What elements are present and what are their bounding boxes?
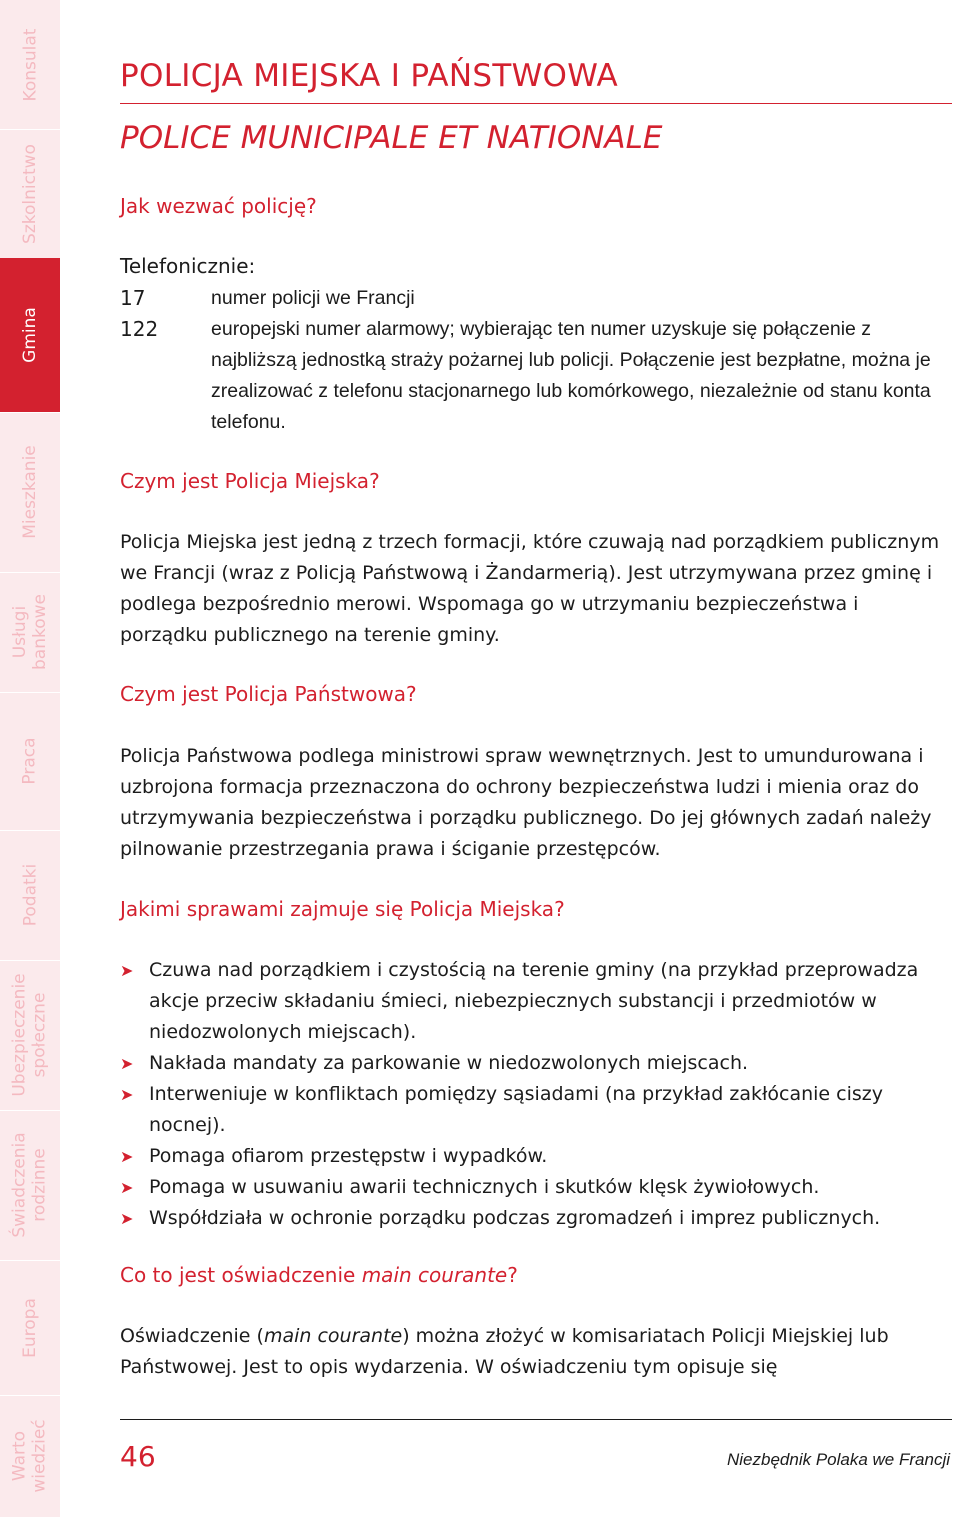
heading-main-courante: Co to jest oświadczenie main courante? (120, 1263, 518, 1287)
tab-konsulat[interactable] (0, 0, 60, 130)
heading-municipal-tasks: Jakimi sprawami zajmuje się Policja Miejska? (120, 897, 565, 921)
tab-label: Usługi bankowe (10, 594, 50, 670)
phone-number: 122 (120, 317, 159, 341)
tab-label: Mieszkanie (20, 445, 40, 539)
tab-label: Ubezpieczenie społeczne (10, 973, 50, 1097)
chevron-right-icon: ➤ (120, 961, 134, 980)
chevron-right-icon: ➤ (120, 1054, 134, 1073)
phone-description: europejski numer alarmowy; wybierając ten numer uzyskuje się połączenie z najbliższą jednostką straży pożarnej lub policji. Połączenie jest bezpłatne, można je zrealizować z telefonu stacjonarnego lub komórkowego, niezależnie od stanu konta telefonu. (211, 318, 931, 433)
tab-warto-wiedziec[interactable] (0, 1395, 60, 1517)
book-title: Niezbędnik Polaka we Francji (727, 1450, 950, 1469)
tab-label: Warto wiedzieć (10, 1419, 50, 1493)
section-tab-rail (0, 0, 60, 1517)
tasks-list (120, 955, 952, 1234)
paragraph-municipal-police: Policja Miejska jest jedną z trzech formacji, które czuwają nad porządkiem publicznym we Francji (wraz z Policją Państwową i Żandarmerią). Jest utrzymywana przez gminę i podlega bezpośrednio merowi. Wspomaga go w utrzymaniu bezpieczeństwa i porządku publicznego na terenie gminy. (120, 531, 940, 646)
chevron-right-icon: ➤ (120, 1147, 134, 1166)
tab-label: Europa (20, 1297, 40, 1358)
heading-municipal-police: Czym jest Policja Miejska? (120, 469, 380, 493)
phone-row (120, 314, 952, 438)
page-subtitle-french: POLICE MUNICIPALE ET NATIONALE (120, 120, 663, 156)
tab-label: Gmina (20, 307, 40, 363)
list-item: ➤ Pomaga w usuwaniu awarii technicznych i skutków klęsk żywiołowych. (120, 1172, 952, 1203)
heading-national-police: Czym jest Policja Państwowa? (120, 682, 417, 706)
phone-number: 17 (120, 286, 146, 310)
heading-how-to-call: Jak wezwać policję? (120, 194, 317, 218)
tab-szkolnictwo[interactable] (0, 129, 60, 259)
title-divider (120, 103, 952, 104)
paragraph-main-courante: Oświadczenie (main courante) można złożyć w komisariatach Policji Miejskiej lub Państwowej. Jest to opis wydarzenia. W oświadczeniu tym opisuje się (120, 1325, 889, 1378)
page-title: POLICJA MIEJSKA I PAŃSTWOWA (120, 58, 618, 94)
tab-europa[interactable] (0, 1260, 60, 1396)
phone-row (120, 283, 952, 314)
tab-label: Świadczenia rodzinne (10, 1132, 50, 1238)
footer-divider (120, 1419, 952, 1420)
tab-podatki[interactable] (0, 830, 60, 961)
tab-gmina[interactable] (0, 258, 60, 413)
tab-label: Podatki (20, 863, 40, 927)
tab-label: Praca (20, 737, 40, 785)
chevron-right-icon: ➤ (120, 1209, 134, 1228)
tab-mieszkanie[interactable] (0, 412, 60, 573)
chevron-right-icon: ➤ (120, 1085, 134, 1104)
list-item: ➤ Czuwa nad porządkiem i czystością na terenie gminy (na przykład przeprowadza akcje przeciw składaniu śmieci, niebezpiecznych substancji i przedmiotów w niedozwolonych miejscach). (120, 955, 952, 1048)
page-number: 46 (120, 1440, 156, 1473)
chevron-right-icon: ➤ (120, 1178, 134, 1197)
list-item: ➤ Interweniuje w konfliktach pomiędzy sąsiadami (na przykład zakłócanie ciszy nocnej). (120, 1079, 952, 1141)
paragraph-national-police: Policja Państwowa podlega ministrowi spraw wewnętrznych. Jest to umundurowana i uzbrojona formacja przeznaczona do ochrony bezpieczeństwa ludzi i mienia oraz do utrzymywania bezpieczeństwa i porządku publicznego. Do jej głównych zadań należy pilnowanie przestrzegania prawa i ściganie przestępców. (120, 745, 932, 860)
tab-label: Konsulat (20, 28, 41, 101)
tab-praca[interactable] (0, 692, 60, 831)
list-item: ➤ Nakłada mandaty za parkowanie w niedozwolonych miejscach. (120, 1048, 952, 1079)
tab-ubezpieczenie-spoleczne[interactable] (0, 960, 60, 1111)
list-item: ➤ Pomaga ofiarom przestępstw i wypadków. (120, 1141, 952, 1172)
tab-uslugi-bankowe[interactable] (0, 572, 60, 693)
phone-label: Telefonicznie: (120, 254, 256, 278)
list-item: ➤ Współdziała w ochronie porządku podczas zgromadzeń i imprez publicznych. (120, 1203, 952, 1234)
phone-description: numer policji we Francji (211, 287, 415, 309)
tab-swiadczenia-rodzinne[interactable] (0, 1110, 60, 1261)
tab-label: Szkolnictwo (20, 143, 40, 244)
